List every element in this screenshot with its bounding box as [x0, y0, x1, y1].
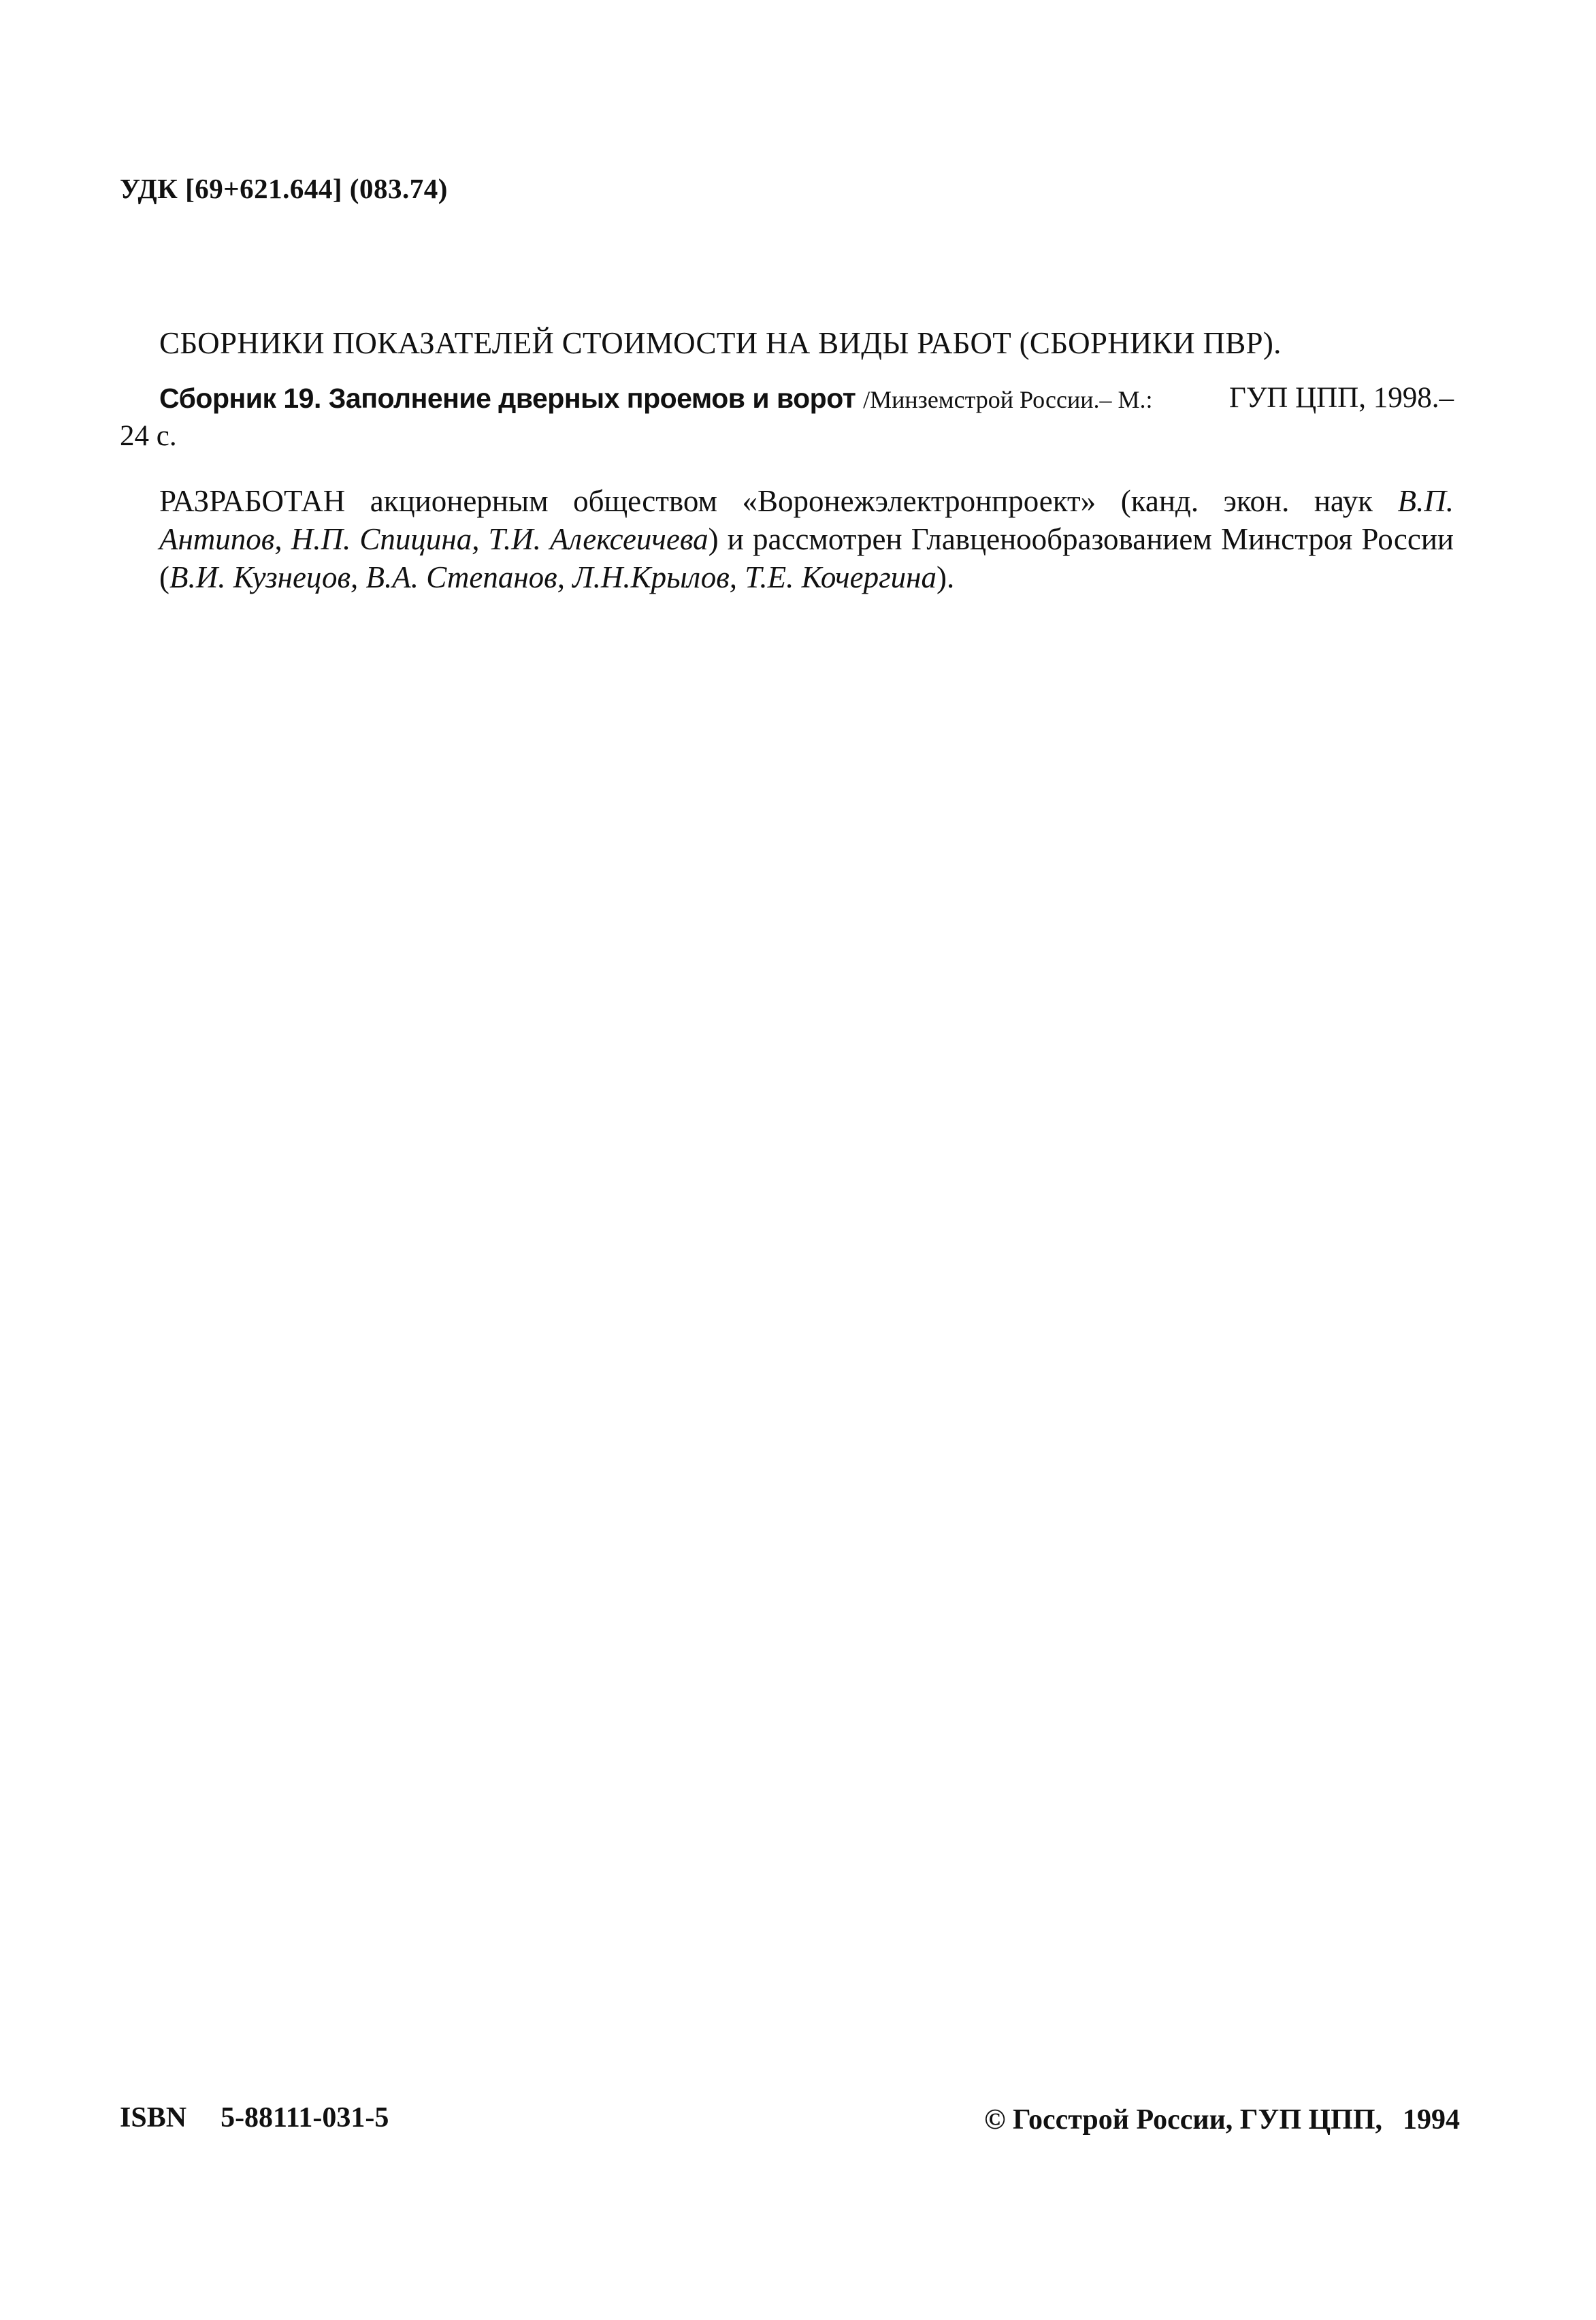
collection-title: Сборник 19. Заполнение дверных проемов и ворот [159, 383, 856, 414]
series-title: СБОРНИКИ ПОКАЗАТЕЛЕЙ СТОИМОСТИ НА ВИДЫ РАБОТ (СБОРНИКИ ПВР). [159, 326, 1282, 360]
developed-lead: РАЗРАБОТАН [159, 484, 346, 518]
page-count: 24 с. [120, 420, 177, 452]
developed-text [120, 482, 1454, 596]
copyright [984, 2104, 1460, 2136]
developed-text3: ). [937, 560, 955, 594]
publisher-part1: /Минземстрой России.– М.: [863, 386, 1153, 413]
publisher-part2: ГУП ЦПП, 1998.– [1228, 382, 1454, 414]
reviewer-authors: В.И. Кузнецов, В.А. Степанов, Л.Н.Крылов, Т.Е. Кочергина [169, 560, 937, 594]
developed-text2: ) и рассмотрен Главценообразованием Минстроя России ( [159, 522, 1454, 594]
developer-authors: В.П. Антипов, Н.П. Спицина, Т.И. Алексеичева [159, 484, 1454, 556]
isbn [120, 2101, 389, 2134]
isbn-number: 5-88111-031-5 [221, 2102, 389, 2133]
copyright-year: 1994 [1403, 2104, 1460, 2136]
bibliographic-record [120, 380, 1454, 455]
isbn-label: ISBN [120, 2102, 187, 2133]
bibliographic-first-line [120, 380, 1454, 418]
udk-code: УДК [69+621.644] (083.74) [120, 173, 448, 204]
developed-text1: акционерным обществом «Воронежэлектронпроект» (канд. экон. наук [345, 484, 1398, 518]
copyright-holders: © Госстрой России, ГУП ЦПП, [984, 2104, 1382, 2136]
developed-by-paragraph [120, 482, 1454, 596]
